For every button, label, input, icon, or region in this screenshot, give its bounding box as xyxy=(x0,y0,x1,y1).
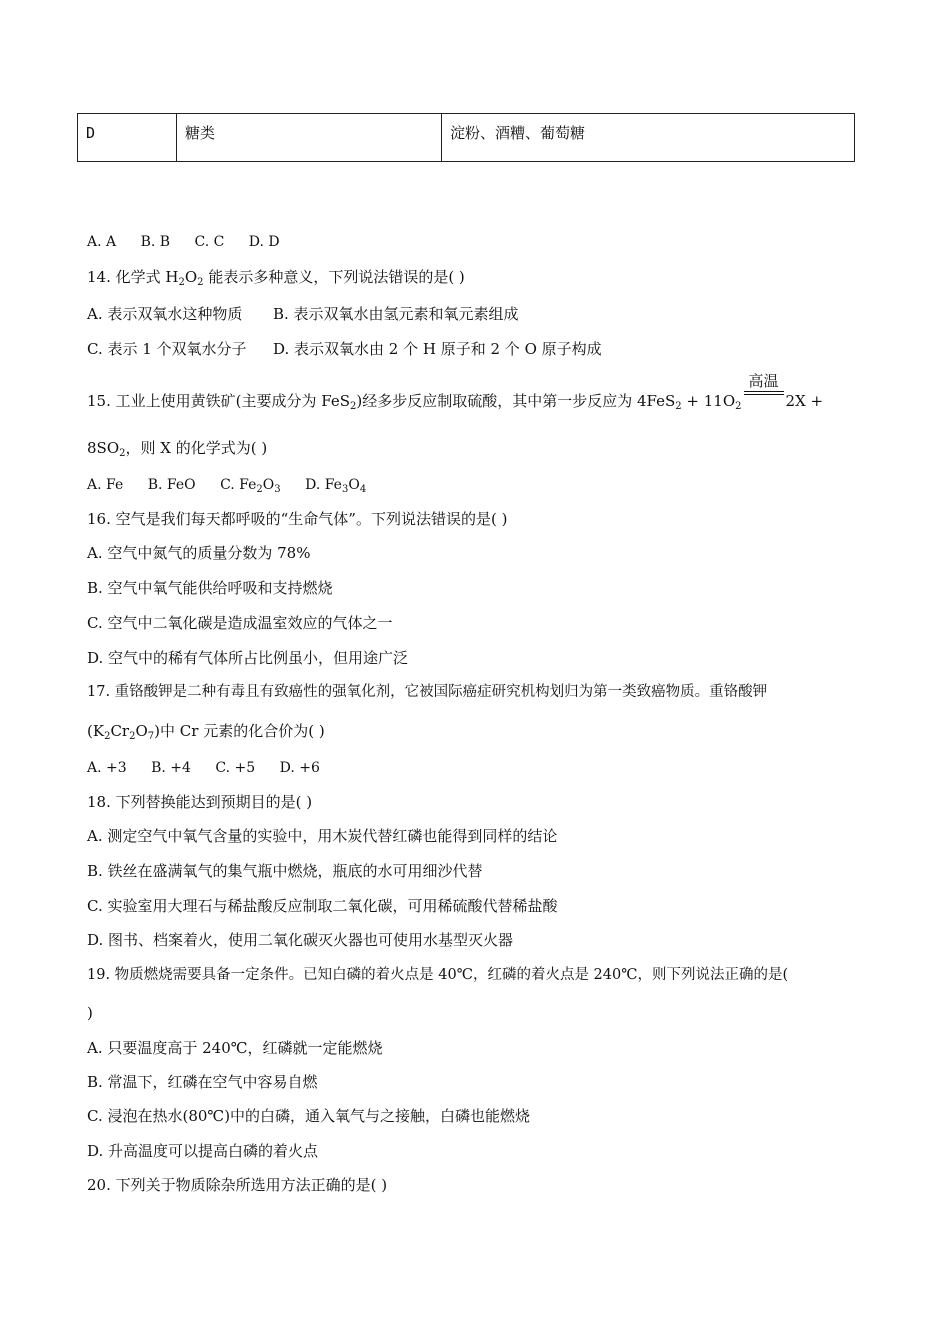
q15-stem-text: 2X + xyxy=(785,392,824,410)
subscript: 2 xyxy=(129,731,136,742)
q15-stem-text: + 11O xyxy=(681,392,736,410)
q14-options-row1 xyxy=(87,304,519,324)
subscript: 3 xyxy=(341,484,349,495)
q15-stem-text: 8SO xyxy=(87,439,120,457)
q15-stem-text: ，则 X 的化学式为( ) xyxy=(125,439,268,457)
q17-option-a: A. +3 xyxy=(87,760,127,776)
q14-option-a: A. 表示双氧水这种物质 xyxy=(87,305,243,323)
q15-stem-line2 xyxy=(87,438,267,458)
q19-option-a: A. 只要温度高于 240℃，红磷就一定能燃烧 xyxy=(87,1039,383,1057)
q18-option-c: C. 实验室用大理石与稀盐酸反应制取二氧化碳，可用稀硫酸代替稀盐酸 xyxy=(87,897,558,915)
q19-stem-line2: ) xyxy=(87,1004,93,1022)
q18-option-a: A. 测定空气中氧气含量的实验中，用木炭代替红磷也能得到同样的结论 xyxy=(87,827,558,845)
q13-option-c: C. C xyxy=(194,234,225,250)
option-text: O xyxy=(262,477,275,493)
subscript: 2 xyxy=(735,401,742,412)
q15-option-c xyxy=(220,475,281,495)
q15-stem-text: 15. 工业上使用黄铁矿(主要成分为 FeS xyxy=(87,392,350,410)
table-cell-examples: 淀粉、酒糟、葡萄糖 xyxy=(442,114,855,162)
subscript: 2 xyxy=(256,484,263,495)
q16-option-d: D. 空气中的稀有气体所占比例虽小，但用途广泛 xyxy=(87,649,409,667)
q19-option-d: D. 升高温度可以提高白磷的着火点 xyxy=(87,1142,319,1160)
q13-option-b: B. B xyxy=(140,234,171,250)
q17-stem-text: Cr xyxy=(110,722,130,740)
subscript: 2 xyxy=(350,401,357,412)
q18-option-b: B. 铁丝在盛满氧气的集气瓶中燃烧，瓶底的水可用细沙代替 xyxy=(87,862,483,880)
option-text: D. Fe xyxy=(305,477,342,493)
q19-option-b: B. 常温下，红磷在空气中容易自燃 xyxy=(87,1073,318,1091)
q17-stem-text: (K xyxy=(87,722,105,740)
q18-option-d: D. 图书、档案着火，使用二氧化碳灭火器也可使用水基型灭火器 xyxy=(87,931,514,949)
q16-option-c: C. 空气中二氧化碳是造成温室效应的气体之一 xyxy=(87,614,393,632)
subscript: 2 xyxy=(675,401,682,412)
q18-stem: 18. 下列替换能达到预期目的是( ) xyxy=(87,793,313,811)
q16-option-b: B. 空气中氧气能供给呼吸和支持燃烧 xyxy=(87,579,333,597)
q17-options xyxy=(87,758,340,778)
reaction-condition xyxy=(744,372,784,406)
subscript: 2 xyxy=(197,277,204,288)
q13-option-d: D. D xyxy=(248,234,280,250)
q16-option-a: A. 空气中氮气的质量分数为 78% xyxy=(87,544,311,562)
option-text: O xyxy=(348,477,360,493)
reaction-condition-text: 高温 xyxy=(748,372,779,390)
q19-stem-line1: 19. 物质燃烧需要具备一定条件。已知白磷的着火点是 40℃，红磷的着火点是 240℃，则下列说法正确的是( xyxy=(87,967,789,983)
q14-option-c: C. 表示 1 个双氧水分子 xyxy=(87,340,247,358)
q14-stem-text: 能表示多种意义，下列说法错误的是( ) xyxy=(203,268,465,286)
q16-stem: 16. 空气是我们每天都呼吸的“生命气体”。下列说法错误的是( ) xyxy=(87,510,508,528)
q17-stem-line2 xyxy=(87,721,325,741)
table-row xyxy=(78,114,855,162)
q13-options xyxy=(87,232,300,252)
table-cell-option: D xyxy=(78,114,177,162)
q15-stem-text: )经多步反应制取硫酸，其中第一步反应为 4FeS xyxy=(356,392,676,410)
q20-stem: 20. 下列关于物质除杂所选用方法正确的是( ) xyxy=(87,1176,388,1194)
q14-options-row2 xyxy=(87,339,602,359)
q17-stem-text: O xyxy=(135,722,148,740)
q15-option-d xyxy=(305,475,366,495)
subscript: 3 xyxy=(274,484,281,495)
q14-option-d: D. 表示双氧水由 2 个 H 原子和 2 个 O 原子构成 xyxy=(273,340,602,358)
q17-stem-text: )中 Cr 元素的化合价为( ) xyxy=(154,722,325,740)
subscript: 2 xyxy=(104,731,111,742)
option-text: C. Fe xyxy=(220,477,257,493)
q14-stem xyxy=(87,267,465,287)
q15-option-a: A. Fe xyxy=(87,477,124,493)
q14-option-b: B. 表示双氧水由氢元素和氧元素组成 xyxy=(273,305,519,323)
q14-stem-text: 14. 化学式 H xyxy=(87,268,179,286)
classification-table xyxy=(77,113,855,162)
subscript: 2 xyxy=(178,277,185,288)
subscript: 4 xyxy=(359,484,367,495)
q15-options xyxy=(87,475,386,495)
q17-option-c: C. +5 xyxy=(215,760,256,776)
subscript: 7 xyxy=(147,731,155,742)
q13-option-a: A. A xyxy=(87,234,117,250)
q17-option-d: D. +6 xyxy=(279,760,320,776)
q14-stem-text: O xyxy=(184,268,198,286)
q17-stem-line1: 17. 重铬酸钾是二种有毒且有致癌性的强氧化剂，它被国际癌症研究机构划归为第一类致癌物质。重铬酸钾 xyxy=(87,684,768,700)
table-cell-category: 糖类 xyxy=(177,114,442,162)
q17-option-b: B. +4 xyxy=(151,760,191,776)
q15-option-b: B. FeO xyxy=(147,477,196,493)
q19-option-c: C. 浸泡在热水(80℃)中的白磷，通入氧气与之接触，白磷也能燃烧 xyxy=(87,1107,531,1125)
q15-stem-line1 xyxy=(87,372,824,412)
subscript: 2 xyxy=(119,448,126,459)
